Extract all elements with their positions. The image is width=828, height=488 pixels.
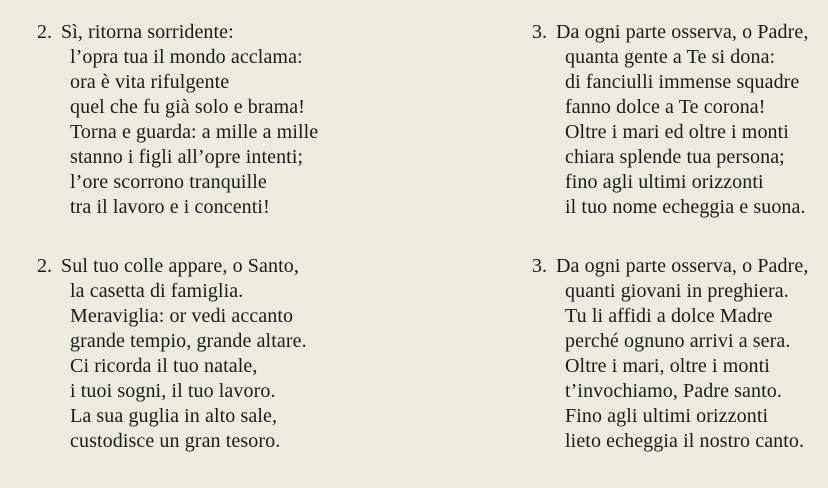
verse-line: custodisce un gran tesoro.: [70, 430, 281, 452]
verse-line: la casetta di famiglia.: [70, 280, 244, 302]
stanza-number: 3.: [532, 255, 547, 277]
verse-line: quanta gente a Te si dona:: [565, 46, 776, 68]
stanza-right-1: [517, 20, 828, 220]
verse-line: chiara splende tua persona;: [565, 146, 785, 168]
verse-line: Oltre i mari ed oltre i monti: [565, 121, 789, 143]
verse-line: Fino agli ultimi orizzonti: [565, 405, 769, 427]
right-column: [507, 18, 828, 488]
stanza-number: 3.: [532, 21, 547, 43]
stanza-lines: [556, 254, 808, 454]
verse-line: La sua guglia in alto sale,: [70, 405, 278, 427]
stanza-lines: [556, 20, 808, 220]
verse-line: tra il lavoro e i concenti!: [70, 196, 270, 218]
stanza-lines: [61, 254, 307, 454]
verse-line: t’invochiamo, Padre santo.: [565, 380, 782, 402]
stanza-left-2: [22, 254, 507, 454]
verse-line: l’opra tua il mondo acclama:: [70, 46, 303, 68]
verse-line: fanno dolce a Te corona!: [565, 96, 766, 118]
stanza-left-1: [22, 20, 507, 220]
verse-line: Sì, ritorna sorridente:: [61, 21, 234, 43]
verse-line: quel che fu già solo e brama!: [70, 96, 306, 118]
stanza-right-2: [517, 254, 828, 454]
verse-line: Da ogni parte osserva, o Padre,: [556, 255, 809, 277]
verse-line: Meraviglia: or vedi accanto: [70, 305, 294, 327]
verse-line: lieto echeggia il nostro canto.: [565, 430, 805, 452]
verse-line: quanti giovani in preghiera.: [565, 280, 789, 302]
left-column: [10, 18, 507, 488]
verse-line: l’ore scorrono tranquille: [70, 171, 267, 193]
verse-line: Da ogni parte osserva, o Padre,: [556, 21, 809, 43]
verse-line: i tuoi sogni, il tuo lavoro.: [70, 380, 276, 402]
verse-line: Oltre i mari, oltre i monti: [565, 355, 770, 377]
verse-line: Torna e guarda: a mille a mille: [70, 121, 319, 143]
verse-line: il tuo nome echeggia e suona.: [565, 196, 806, 218]
verse-line: ora è vita rifulgente: [70, 71, 230, 93]
verse-line: di fanciulli immense squadre: [565, 71, 800, 93]
verse-line: Tu li affidi a dolce Madre: [565, 305, 773, 327]
stanza-number: 2.: [37, 21, 52, 43]
verse-line: Ci ricorda il tuo natale,: [70, 355, 258, 377]
verse-line: perché ognuno arrivi a sera.: [565, 330, 791, 352]
verse-line: Sul tuo colle appare, o Santo,: [61, 255, 299, 277]
two-column-layout: [10, 18, 818, 488]
verse-line: fino agli ultimi orizzonti: [565, 171, 764, 193]
stanza-number: 2.: [37, 255, 52, 277]
verse-line: stanno i figli all’opre intenti;: [70, 146, 304, 168]
stanza-lines: [61, 20, 318, 220]
verse-line: grande tempio, grande altare.: [70, 330, 307, 352]
